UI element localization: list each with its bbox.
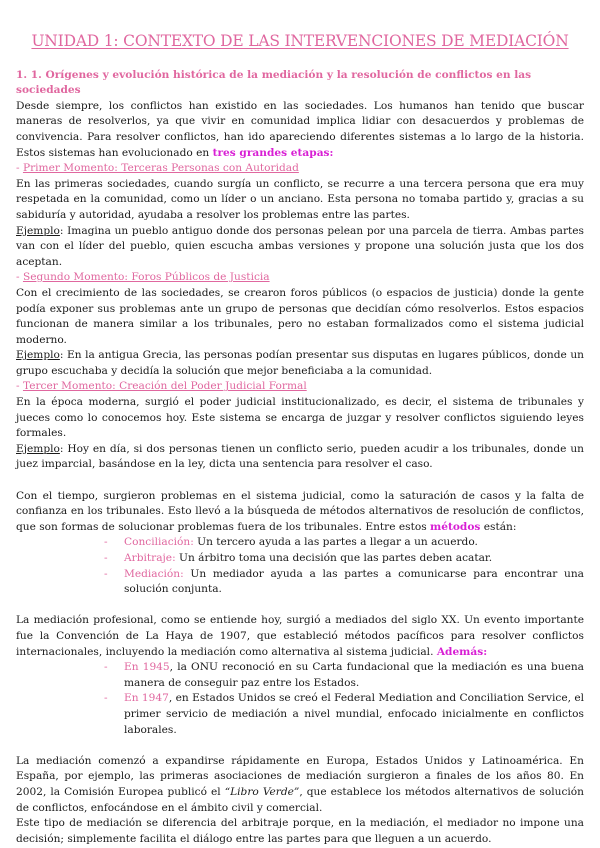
intro-highlight: tres grandes etapas: [212, 146, 334, 159]
list-item [104, 551, 584, 567]
page-title: UNIDAD 1: CONTEXTO DE LAS INTERVENCIONES DE MEDIACIÓN [31, 32, 569, 50]
expansion-text-before: La mediación comenzó a expandirse rápidamente en Europa, Estados Unidos y Latinoamérica. En España, por ejemplo, las primeras asociaciones de mediación surgieron a finales de los años 80. En 2002, la Comisión Europea publicó el [16, 754, 584, 798]
event-year: En 1947 [124, 692, 169, 705]
section-heading: 1. 1. Orígenes y evolución histórica de la mediación y la resolución de conflictos en las sociedades [16, 68, 532, 97]
spacer [16, 473, 584, 489]
list-item [104, 567, 584, 598]
moment-1-example-text: : Imagina un pueblo antiguo donde dos personas pelean por una parcela de tierra. Ambas partes van con el líder del pueblo, quien escucha ambas versiones y propone una solución justa que los dos aceptan. [16, 224, 584, 268]
bullet-dash: - [104, 567, 108, 580]
moment-3-text: En la época moderna, surgió el poder judicial institucionalizado, es decir, el sistema de tribunales y jueces como lo conocemos hoy. Este sistema se encarga de juzgar y resolver conflictos siguiendo leyes formales. [16, 396, 584, 440]
moment-2-example-label: Ejemplo [16, 349, 60, 362]
libro-verde: “Libro Verde” [224, 785, 300, 798]
intro-text: Desde siempre, los conflictos han existido en las sociedades. Los humanos han tenido que buscar maneras de resolverlos, ya que vivir en comunidad implica lidiar con desacuerdos y problemas de convivencia. Para resolver conflictos, han ido apareciendo diferentes sistemas a lo largo de la historia. Estos sistemas han evolucionado en [16, 99, 584, 159]
moment-1-text: En las primeras sociedades, cuando surgía un conflicto, se recurre a una tercera persona que era muy respetada en la comunidad, como un líder o un anciano. Esta persona no tomaba partido y, gracias a su sabiduría y autoridad, ayudaba a resolver los problemas entre las partes. [16, 177, 584, 221]
moment-1-example [16, 224, 584, 271]
moment-3-title: Tercer Momento: Creación del Poder Judicial Formal [22, 380, 307, 393]
method-term: Mediación: [124, 567, 184, 580]
methods-highlight: métodos [430, 520, 481, 533]
moment-1-dash: - [16, 162, 23, 175]
moment-2-example [16, 348, 584, 379]
event-year: En 1945 [124, 661, 170, 674]
moment-3-example [16, 442, 584, 473]
expansion-text-after: , que establece los métodos alternativos de solución de conflictos, enfocándose en el ámbito civil y comercial. [16, 785, 584, 814]
bullet-dash: - [104, 552, 108, 564]
spacer [16, 738, 584, 754]
professional-highlight: Además: [436, 645, 488, 658]
methods-text-after: están: [480, 520, 517, 533]
moment-3-dash: - [16, 380, 23, 393]
bullet-dash: - [104, 661, 108, 674]
professional-list [16, 660, 584, 738]
expansion-paragraph [16, 754, 584, 816]
spacer [16, 598, 584, 614]
method-desc: Un tercero ayuda a las partes a llegar a un acuerdo. [193, 536, 478, 549]
moment-3-example-label: Ejemplo [16, 442, 60, 455]
moment-2-dash: - [16, 271, 23, 284]
list-item [104, 660, 584, 691]
list-item [104, 691, 585, 738]
method-term: Arbitraje: [124, 552, 176, 564]
moment-3-example-text: : Hoy en día, si dos personas tienen un conflicto serio, pueden acudir a los tribunales, donde un juez imparcial, basándose en la ley, dicta una sentencia para resolver el caso. [16, 442, 584, 471]
method-term: Conciliación: [124, 536, 194, 549]
bullet-dash: - [104, 536, 108, 549]
method-desc: Un árbitro toma una decisión que las partes deben acatar. [175, 552, 493, 564]
methods-paragraph [16, 489, 584, 536]
professional-paragraph [16, 613, 584, 660]
moment-1-heading [16, 161, 584, 177]
professional-text: La mediación profesional, como se entiende hoy, surgió a mediados del siglo XX. Un evento importante fue la Convención de La Haya de 1907, que estableció métodos pacíficos para resolver conflictos internacionales, incluyendo la mediación como alternativa al sistema judicial. [16, 614, 584, 658]
event-desc: , en Estados Unidos se creó el Federal Mediation and Conciliation Service, el primer servicio de mediación a nivel mundial, enfocado inicialmente en conflictos laborales. [124, 692, 585, 736]
methods-text: Con el tiempo, surgieron problemas en el sistema judicial, como la saturación de casos y la falta de confianza en los tribunales. Esto llevó a la búsqueda de métodos alternativos de resolución de conflictos, que son formas de solucionar problemas fuera de los tribunales. Entre estos [16, 489, 584, 533]
moment-2-text: Con el crecimiento de las sociedades, se crearon foros públicos (o espacios de justicia) donde la gente podía exponer sus problemas ante un grupo de personas que decidían cómo resolverlos. Estos espacios funcionan de manera similar a los tribunales, pero no estaban formalizados como el sistema judicial moderno. [16, 286, 584, 346]
intro-paragraph [16, 99, 584, 161]
bullet-dash: - [104, 692, 108, 705]
closing-paragraph: Este tipo de mediación se diferencia del arbitraje porque, en la mediación, el mediador no impone una decisión; simplemente facilita el diálogo entre las partes para que lleguen a un acuerdo. [16, 817, 584, 845]
moment-2-heading [16, 270, 584, 286]
method-desc: Un mediador ayuda a las partes a comunicarse para encontrar una solución conjunta. [124, 567, 584, 596]
event-desc: , la ONU reconoció en su Carta fundacional que la mediación es una buena manera de conseguir paz entre los Estados. [124, 661, 584, 689]
moment-1-example-label: Ejemplo [16, 224, 60, 237]
moment-2-title: Segundo Momento: Foros Públicos de Justicia [22, 271, 270, 284]
moment-3-heading [16, 379, 584, 395]
methods-list [16, 535, 584, 597]
list-item [104, 535, 584, 551]
moment-2-example-text: : En la antigua Grecia, las personas podían presentar sus disputas en lugares públicos, donde un grupo escuchaba y decidía la solución que mejor beneficiaba a la comunidad. [16, 349, 584, 377]
moment-1-title: Primer Momento: Terceras Personas con Autoridad [22, 162, 299, 175]
